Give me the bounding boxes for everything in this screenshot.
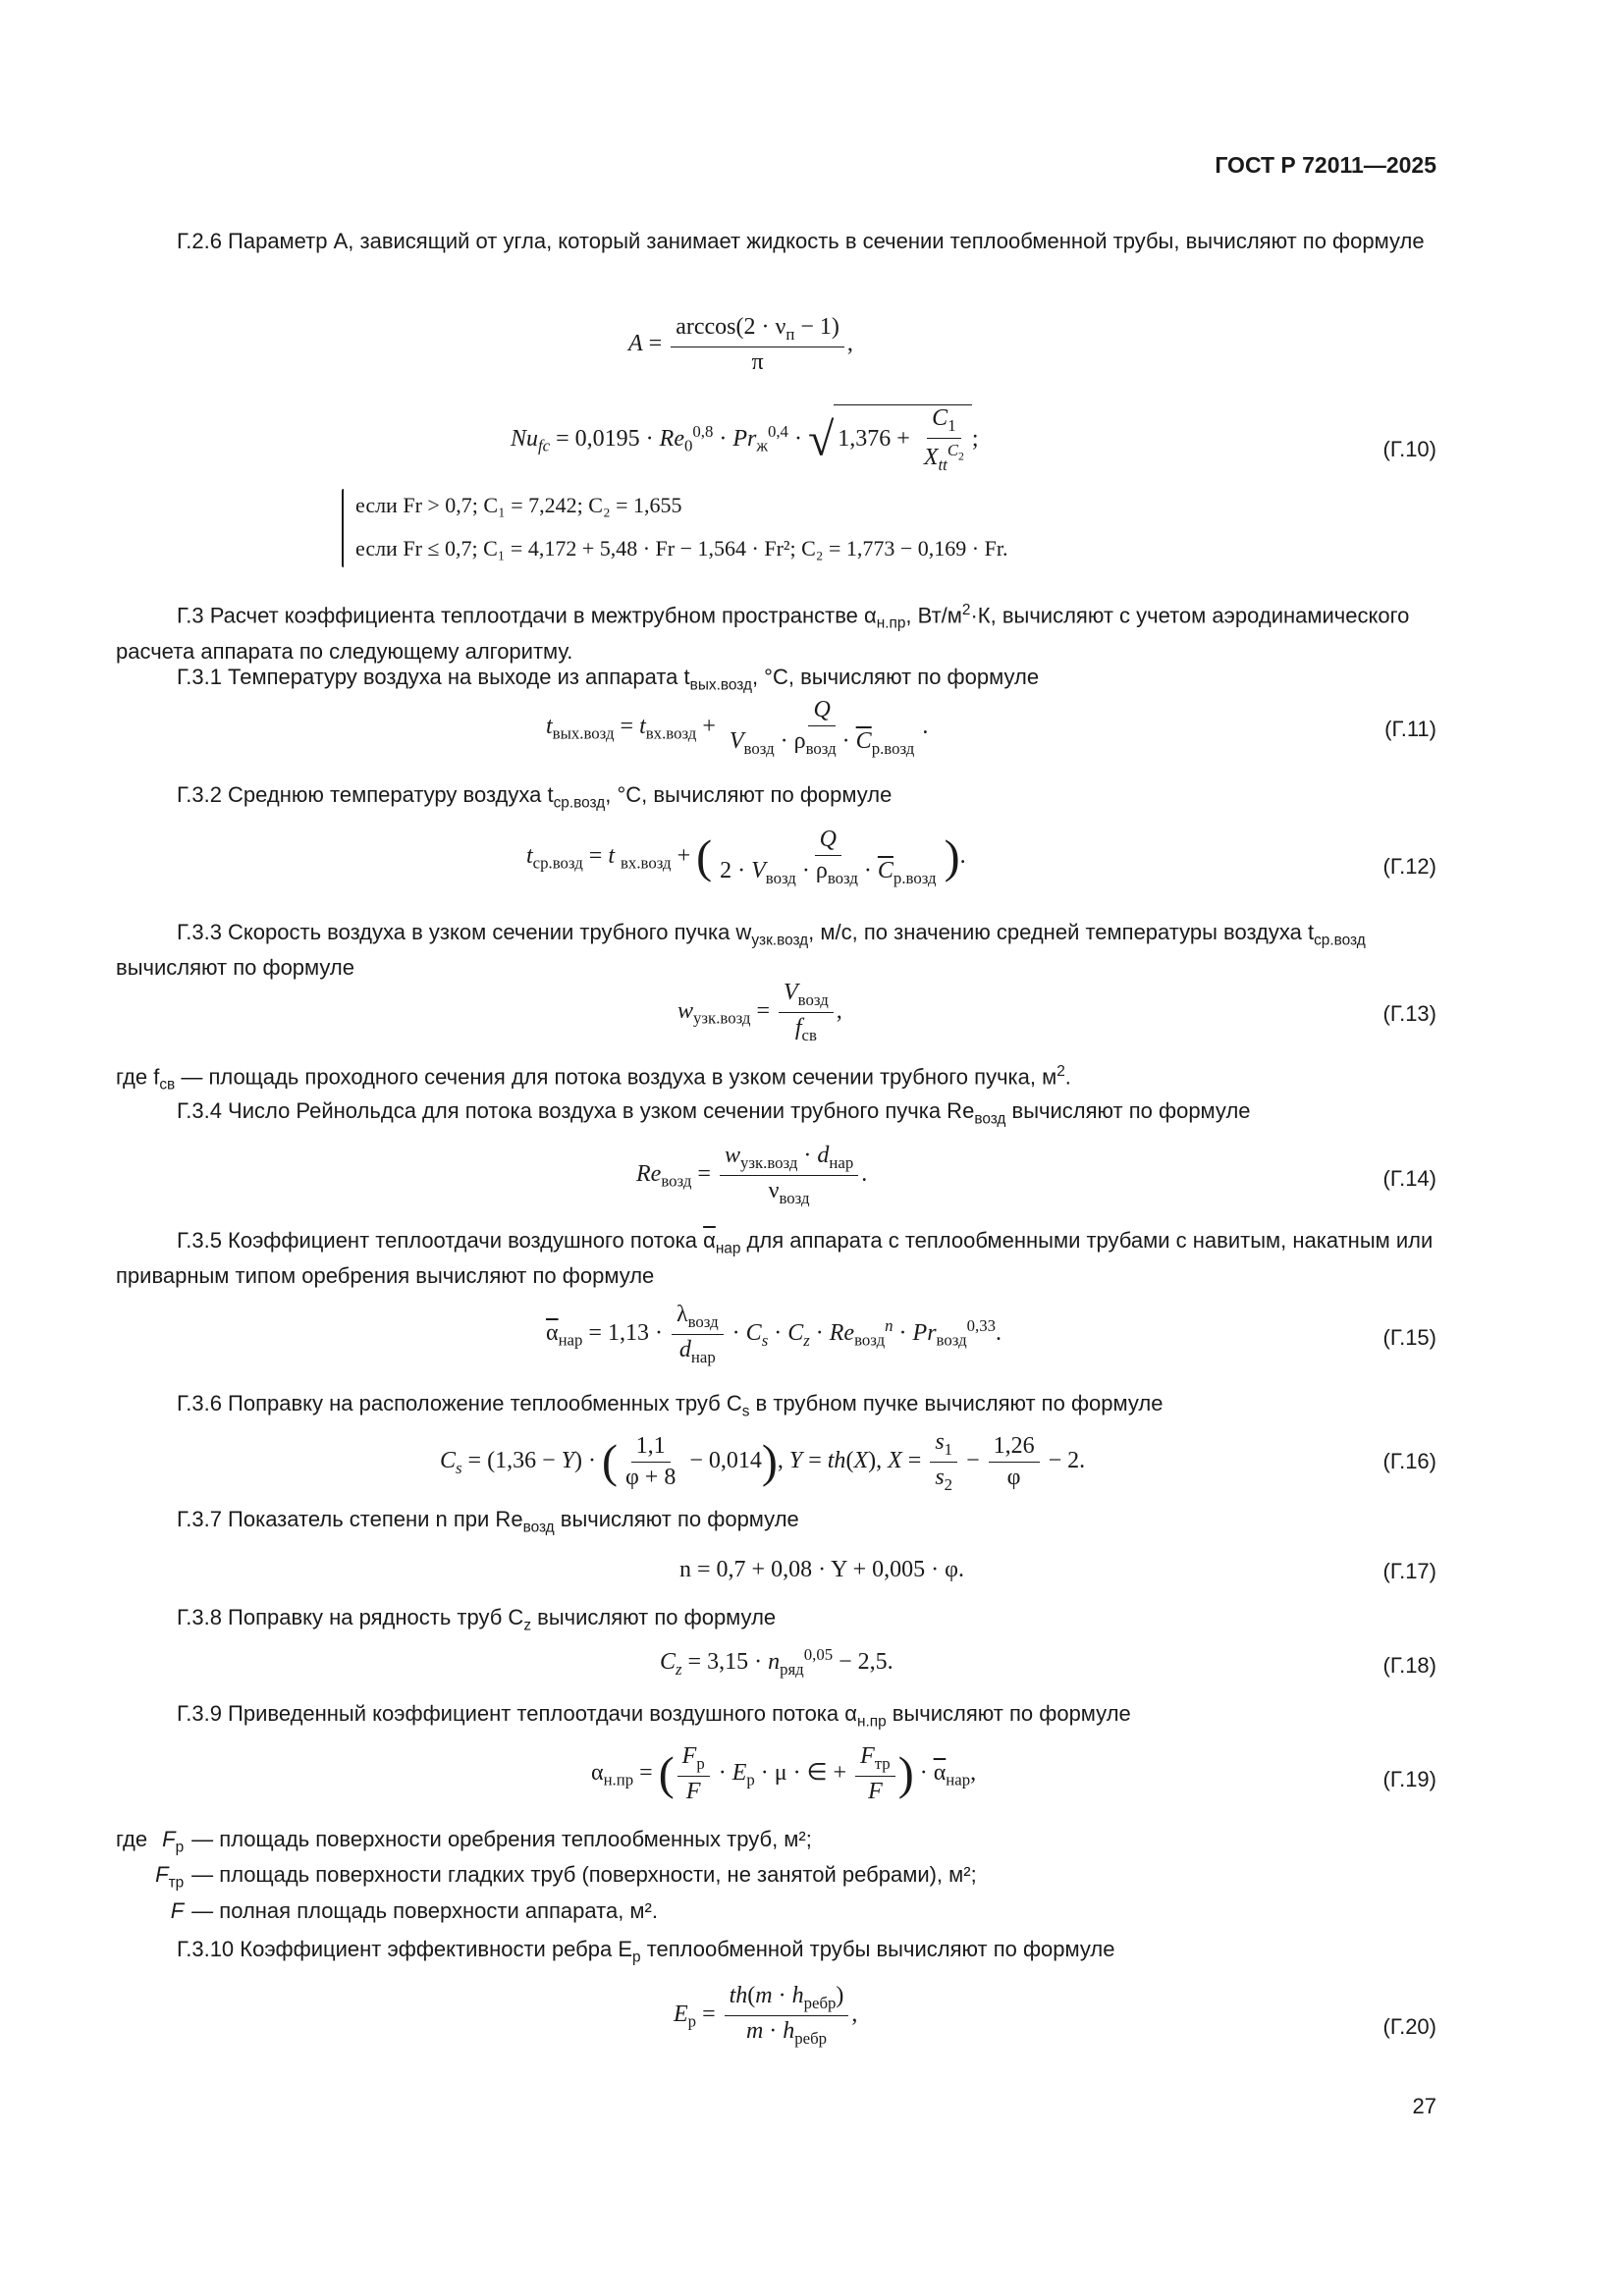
formula-g14: $Re_{возд}$ = $\frac{w_{узк.возд} \cdot d_{нар}}{\nu_{возд}}$ . bbox=[636, 1143, 868, 1207]
formula-g20: $E_р$ = $\frac{th(m \cdot h_{ребр})}{m \cdot h_{ребр}}$ , bbox=[674, 1983, 858, 2048]
paragraph-g3-8: Г.3.8 Поправку на рядность труб $C_z$ вычисляют по формуле bbox=[177, 1605, 777, 1634]
legend-row: F — полная площадь поверхности аппарата, м². bbox=[170, 1897, 658, 1923]
paragraph-g3-4: Г.3.4 Число Рейнольдса для потока воздуха в узком сечении трубного пучка $Re_{возд}$ вычисляют по формуле bbox=[177, 1098, 1251, 1128]
paragraph-g3-6: Г.3.6 Поправку на расположение теплообменных труб $C_s$ в трубном пучке вычисляют по формуле bbox=[177, 1391, 1164, 1420]
cases-brace bbox=[342, 489, 344, 567]
equation-number-g12: (Г.12) bbox=[1382, 854, 1436, 879]
cases-line-2: если Fr ≤ 0,7; C₁ = 4,172 + 5,48 · Fr − 1,564 · Fr²; C₂ = 1,773 − 0,169 · Fr. bbox=[355, 536, 1008, 561]
equation-number-g15: (Г.15) bbox=[1382, 1325, 1436, 1350]
equation-number-g10: (Г.10) bbox=[1382, 437, 1436, 461]
paragraph-g3-2: Г.3.2 Среднюю температуру воздуха $t_{ср.возд}$, °С, вычисляют по формуле bbox=[177, 782, 893, 812]
formula-g17: n = 0,7 + 0,08 · Y + 0,005 · φ. bbox=[679, 1557, 964, 1582]
equation-number-g13: (Г.13) bbox=[1382, 1001, 1436, 1026]
paragraph-g2-6: Г.2.6 Параметр A, зависящий от угла, который занимает жидкость в сечении теплообменной трубы, вычисляют по формуле bbox=[177, 229, 1425, 253]
legend-row: где $F_р$ — площадь поверхности оребрения теплообменных труб, м²; bbox=[116, 1827, 812, 1856]
paragraph-g3-7: Г.3.7 Показатель степени n при $Re_{возд}$ вычисляют по формуле bbox=[177, 1507, 799, 1536]
formula-g19: $\alpha_{н.пр}$ = ( $\frac{F_р}{F}$ · $E_р \cdot \mu$ · ∈ + $\frac{F_{тр}}{F}$ ) · $\overline{\alpha}_{нар}$, bbox=[591, 1743, 977, 1804]
paragraph-g3-10: Г.3.10 Коэффициент эффективности ребра $E_р$ теплообменной трубы вычисляют по формуле bbox=[177, 1937, 1115, 1966]
formula-g15: $\overline{\alpha}_{нар} = 1,13$ · $\frac{\lambda_{возд}}{d_{нар}}$ · $C_s \cdot C_z \cdot Re_{возд}^n \cdot Pr_{возд}^{0,33}$. bbox=[546, 1302, 1001, 1366]
cases-line-1: если Fr > 0,7; C₁ = 7,242; C₂ = 1,655 bbox=[355, 493, 682, 517]
equation-number-g14: (Г.14) bbox=[1382, 1166, 1436, 1191]
equation-number-g19: (Г.19) bbox=[1382, 1767, 1436, 1791]
paragraph-g3: Г.3 Расчет коэффициента теплоотдачи в межтрубном пространстве $\alpha_{н.пр}$, $Вт/м^2\cdot К$, вычисляют с учетом аэродинамического расчета аппарата по следующему алгоритму. bbox=[116, 602, 1410, 664]
paragraph-g3-3: Г.3.3 Скорость воздуха в узком сечении трубного пучка $w_{узк.возд}$, м/с, по значению средней температуры воздуха $t_{ср.возд}$ вычисляют по формуле bbox=[116, 920, 1366, 981]
legend-row: $F_{тр}$ — площадь поверхности гладких труб (поверхности, не занятой ребрами), м²; bbox=[155, 1862, 977, 1892]
paragraph-g3-9: Г.3.9 Приведенный коэффициент теплоотдачи воздушного потока $\alpha_{н.пр}$ вычисляют по формуле bbox=[177, 1701, 1131, 1731]
formula-g13: $w_{узк.возд}$ = $\frac{V_{возд}}{f_{св}}$ , bbox=[677, 980, 842, 1044]
equation-number-g17: (Г.17) bbox=[1382, 1559, 1436, 1583]
symbol-legend bbox=[112, 1826, 981, 1933]
formula-g18: $C_z = 3,15 \cdot n_{ряд}^{0,05} - 2,5$. bbox=[660, 1645, 893, 1679]
formula-g10: $Nu_{fc} = 0,0195 \cdot Re_0^{0,8} \cdot Pr_ж^{0,4}$ · √ 1,376 + $\frac{C_1}{X_{tt}^{C_2}}$ ; bbox=[511, 405, 979, 474]
equation-number-g18: (Г.18) bbox=[1382, 1653, 1436, 1678]
equation-number-g16: (Г.16) bbox=[1382, 1449, 1436, 1473]
document-header: ГОСТ Р 72011—2025 bbox=[1215, 152, 1436, 178]
formula-g11: $t_{вых.возд} = t_{вх.возд}$ + $\frac{Q}{V_{возд} \cdot \rho_{возд} \cdot \overline{C}_{р.возд}}$ . bbox=[546, 697, 929, 758]
paragraph-g3-1: Г.3.1 Температуру воздуха на выходе из аппарата $t_{вых.возд}$, °С, вычисляют по формуле bbox=[177, 665, 1040, 694]
formula-a: A = $\frac{\arccos(2 \cdot \nu_п - 1)}{\pi}$ , bbox=[628, 314, 853, 375]
paragraph-g3-5: Г.3.5 Коэффициент теплоотдачи воздушного потока $\overline{\alpha}_{нар}$ для аппарата с теплообменными трубами с навитым, накатным или приварным типом оребрения вычисляют по формуле bbox=[116, 1228, 1434, 1289]
page-number: 27 bbox=[1412, 2094, 1436, 2118]
formula-g16: $C_s = (1,36 - Y)$ · ( $\frac{1,1}{\varphi + 8}$ − 0,014), Y = th(X), X = $\frac{s_1}{s_2}$ − $\frac{1,26}{\varphi}$ − 2. bbox=[440, 1429, 1086, 1494]
equation-number-g20: (Г.20) bbox=[1382, 2014, 1436, 2039]
equation-number-g11: (Г.11) bbox=[1384, 717, 1436, 741]
formula-g12: $t_{ср.возд} = t$ $_{вх.возд}$ + ( $\frac{Q}{2 \cdot V_{возд} \cdot \rho_{возд} \cdot \overline{C}_{р.возд}}$ ). bbox=[526, 827, 966, 887]
definition-fsv: где $f_{св}$ — площадь проходного сечения для потока воздуха в узком сечении трубного пучка, $м^2$. bbox=[116, 1063, 1071, 1094]
